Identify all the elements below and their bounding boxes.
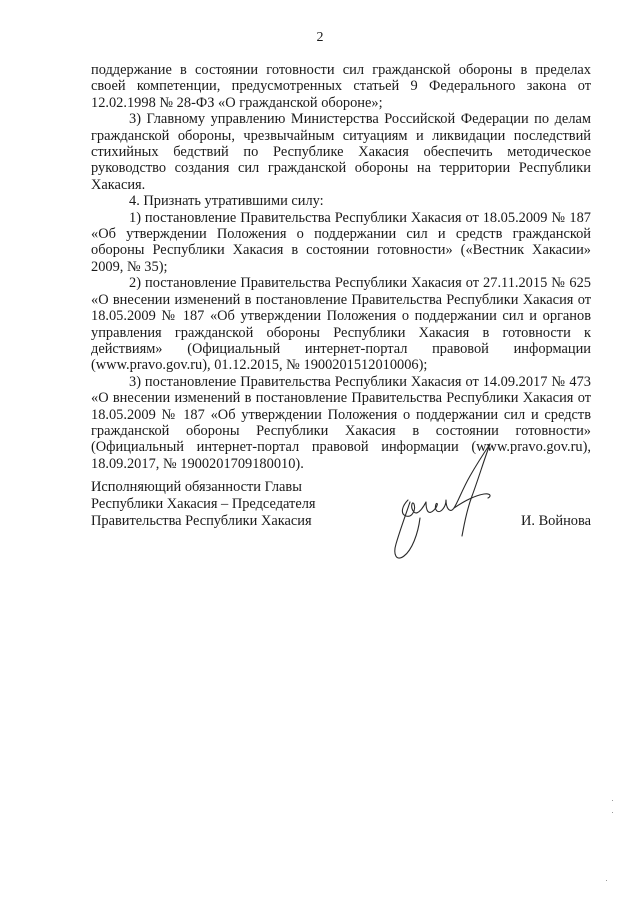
signature-stroke — [402, 444, 490, 516]
paragraph-continuation: поддержание в состоянии готовности сил гражданской обороны в пределах своей компетенции, предусмотренных статьей 9 Федерального закона от 12.02.1998 № 28-ФЗ «О гражданской обороне»; — [91, 62, 591, 111]
signatory-name: И. Войнова — [521, 513, 591, 529]
paragraph-clause-4: 4. Признать утратившими силу: — [129, 193, 324, 210]
paragraph-item-3: 3) Главному управлению Министерства Российской Федерации по делам гражданской обороны, чрезвычайным ситуациям и ликвидации последствий стихийных бедствий по Республике Хакасия обеспечить методическое руководство создания сил гражданской обороны на территории Республики Хакасия. — [91, 111, 591, 193]
scan-speck — [612, 800, 613, 801]
signatory-title-line: Исполняющий обязанности Главы — [91, 479, 302, 495]
signatory-title — [91, 479, 331, 530]
scan-speck — [606, 880, 607, 881]
signature-stroke — [462, 444, 490, 536]
scan-speck — [612, 812, 613, 813]
signatory-title-line: Республики Хакасия – Председателя — [91, 496, 316, 512]
paragraph-repeal-2: 2) постановление Правительства Республики Хакасия от 27.11.2015 № 625 «О внесении изменений в постановление Правительства Республики Хакасия от 18.05.2009 № 187 «Об утверждении Положения о поддержании сил и органов управления гражданской обороны Республики Хакасия в готовности к действиям» (Официальный интернет-портал правовой информации (www.pravo.gov.ru), 01.12.2015, № 1900201512010006); — [91, 275, 591, 374]
signature-stroke — [395, 502, 420, 558]
document-body — [91, 62, 591, 472]
signatory-title-line: Правительства Республики Хакасия — [91, 513, 312, 529]
page-number: 2 — [316, 30, 324, 45]
paragraph-repeal-1: 1) постановление Правительства Республики Хакасия от 18.05.2009 № 187 «Об утверждении Положения о поддержании сил и средств гражданской обороны Республики Хакасия в состоянии готовности» («Вестник Хакасии» 2009, № 35); — [91, 209, 591, 275]
paragraph-repeal-3: 3) постановление Правительства Республики Хакасия от 14.09.2017 № 473 «О внесении изменений в постановление Правительства Республики Хакасия от 18.05.2009 № 187 «Об утверждении Положения о поддержании сил и средств гражданской обороны Республики Хакасия в состоянии готовности» (Официальный интернет-портал правовой информации (www.pravo.gov.ru), 18.09.2017, № 1900201709180010). — [91, 373, 591, 472]
handwritten-signature — [380, 440, 510, 570]
